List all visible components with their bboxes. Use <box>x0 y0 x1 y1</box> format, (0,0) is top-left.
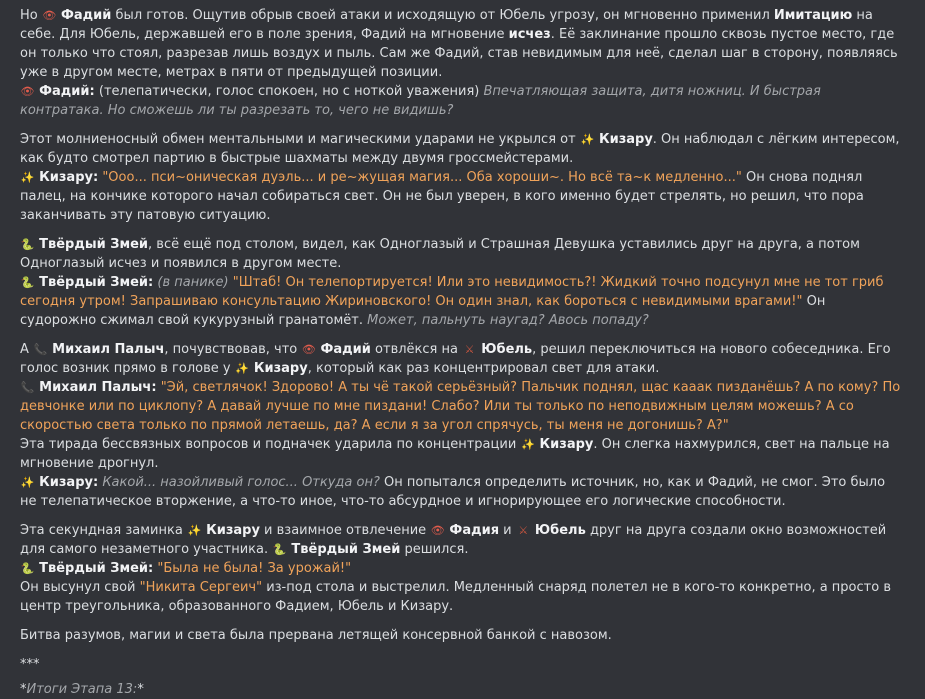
telephone-icon: 📞 <box>20 381 35 394</box>
character-name: Кизару <box>539 437 594 452</box>
paragraph <box>20 168 905 225</box>
text: , решил переключиться на нового собеседника. Его голос возник прямо в голове у <box>20 342 891 376</box>
text: на себе. Для Юбель, державшей его в поле зрения, Фадий на мгновение <box>20 8 873 42</box>
character-name: Юбель <box>481 342 533 357</box>
character-name: Кизару <box>598 132 653 147</box>
text: Он попытался определить источник, но, как и Фадий, не смог. Это было не телепатическое вторжение, а что-то иное, что-то абсурдное и игнорирующее его логические способности. <box>20 475 886 509</box>
thought-text: Может, пальнуть наугад? Авось попаду? <box>367 313 649 328</box>
eye-icon: 👁 <box>42 9 57 22</box>
paragraph <box>20 340 905 378</box>
snake-icon: 🐍 <box>20 562 35 575</box>
crossed-swords-icon: ⚔ <box>518 524 529 537</box>
paragraph <box>20 578 905 616</box>
snake-icon: 🐍 <box>272 543 287 556</box>
text: А <box>20 342 34 357</box>
character-name: Кизару: <box>39 475 99 490</box>
dialogue-quote: "Была не была! За урожай!" <box>157 561 352 576</box>
stage-direction: (в панике) <box>157 275 229 290</box>
text: , почувствовав, что <box>164 342 302 357</box>
character-name: Твёрдый Змей <box>39 237 149 252</box>
sparkles-icon: ✨ <box>20 476 35 489</box>
text: и взаимное отвлечение <box>259 523 431 538</box>
eye-icon: 👁 <box>301 343 316 356</box>
character-name: Твёрдый Змей <box>291 542 401 557</box>
character-name: Юбель <box>534 523 586 538</box>
character-name: Михаил Палыч <box>52 342 165 357</box>
paragraph <box>20 6 905 82</box>
paragraph <box>20 378 905 435</box>
eye-icon: 👁 <box>20 85 35 98</box>
character-name: Кизару <box>206 523 260 538</box>
stage-direction: (телепатически, голос спокоен, но с ноткой уважения) <box>98 84 480 99</box>
eye-icon: 👁 <box>430 524 445 537</box>
text: и <box>499 523 516 538</box>
text: друг на друга создали окно возможностей для самого незаметного участника. <box>20 523 887 557</box>
paragraph <box>20 82 905 120</box>
paragraph <box>20 473 905 511</box>
emphasis: Имитацию <box>773 8 853 23</box>
paragraph <box>20 559 905 578</box>
sparkles-icon: ✨ <box>187 524 202 537</box>
character-name: Кизару <box>253 361 308 376</box>
crossed-swords-icon: ⚔ <box>464 343 475 356</box>
paragraph <box>20 273 905 330</box>
text: . Её заклинание прошло сквозь пустое место, где он только что стоял, разрезав лишь воздух и пыль. Сам же Фадий, став невидимым для неё, сделал шаг в сторону, появляясь уже в другом месте, метрах в пяти от предыдущей позиции. <box>20 27 898 80</box>
telephone-icon: 📞 <box>33 343 48 356</box>
text: был готов. Ощутив обрыв своей атаки и исходящую от Юбель угрозу, он мгновенно применил <box>111 8 774 23</box>
snake-icon: 🐍 <box>20 276 35 289</box>
paragraph <box>20 435 905 473</box>
text: Но <box>20 8 42 23</box>
stage-summary-heading: Итоги Этапа 13: <box>26 682 138 697</box>
paragraph <box>20 235 905 273</box>
text: * <box>137 682 144 697</box>
character-name: Кизару: <box>39 170 99 185</box>
character-name: Фадий: <box>39 84 95 99</box>
paragraph <box>20 680 905 699</box>
telepathic-text: Впечатляющая защита, дитя ножниц. И быстрая контратака. Но сможешь ли ты разрезать то, чего не видишь? <box>20 84 821 118</box>
dialogue-quote: "Никита Сергеич" <box>139 580 263 595</box>
section-divider: *** <box>20 657 40 672</box>
paragraph <box>20 130 905 168</box>
character-name: Михаил Палыч: <box>39 380 157 395</box>
text: Эта тирада бессвязных вопросов и подначек ударила по концентрации <box>20 437 521 452</box>
text: Он высунул свой <box>20 580 140 595</box>
sparkles-icon: ✨ <box>235 362 250 375</box>
character-name: Твёрдый Змей: <box>39 275 154 290</box>
text: Он судорожно сжимал свой кукурузный гранатомёт. <box>20 294 826 328</box>
text: * <box>20 682 27 697</box>
sparkles-icon: ✨ <box>20 171 35 184</box>
character-name: Фадий <box>320 342 371 357</box>
paragraph <box>20 521 905 559</box>
text: . Он слегка нахмурился, свет на пальце на мгновение дрогнул. <box>20 437 890 471</box>
text: Он снова поднял палец, на кончике которого начал собираться свет. Он не был уверен, в кого именно будет стрелять, но решил, что пора заканчивать эту патовую ситуацию. <box>20 170 864 223</box>
character-name: Твёрдый Змей: <box>39 561 154 576</box>
text: , всё ещё под столом, видел, как Одноглазый и Страшная Девушка уставились друг на друга, а потом Одноглазый исчез и появился в другом месте. <box>20 237 860 271</box>
text: Этот молниеносный обмен ментальными и магическими ударами не укрылся от <box>20 132 580 147</box>
dialogue-quote: "Штаб! Он телепортируется! Или это невидимость?! Жидкий точно подсунул мне не тот гриб сегодня утром! Запрашиваю консультацию Жириновского! Он один знал, как бороться с невидимыми врагами!" <box>20 275 884 309</box>
snake-icon: 🐍 <box>20 238 35 251</box>
text: , который как раз концентрировал свет для атаки. <box>307 361 660 376</box>
message-content <box>0 6 925 699</box>
paragraph: Битва разумов, магии и света была прервана летящей консервной банкой с навозом. <box>20 628 612 643</box>
text: решился. <box>400 542 469 557</box>
character-name: Фадия <box>449 523 500 538</box>
dialogue-quote: "Эй, светлячок! Здорово! А ты чё такой серьёзный? Пальчик поднял, щас кааак пизданёшь? А по кому? По девчонке или по циклопу? А давай лучше по мне пиздани! Слабо? Или ты только по неподвижным целям можешь? А со скоростью света только по прямой летаешь, да? А если я за угол спрячусь, ты меня не догонишь? А?" <box>20 380 901 433</box>
thought-text: Какой... назойливый голос... Откуда он? <box>102 475 380 490</box>
dialogue-quote: "Ооо... пси~оническая дуэль... и ре~жущая магия... Оба хороши~. Но всё та~к медленно..." <box>102 170 742 185</box>
text: отвлёкся на <box>370 342 463 357</box>
character-name: Фадий <box>61 8 112 23</box>
sparkles-icon: ✨ <box>580 133 595 146</box>
sparkles-icon: ✨ <box>521 438 535 451</box>
text: из-под стола и выстрелил. Медленный снаряд полетел не в кого-то конкретно, а просто в центр треугольника, образованного Фадием, Юбель и Кизару. <box>20 580 891 614</box>
emphasis: исчез <box>508 27 551 42</box>
text: Эта секундная заминка <box>20 523 187 538</box>
text: . Он наблюдал с лёгким интересом, как будто смотрел партию в быстрые шахматы между двумя гроссмейстерами. <box>20 132 900 166</box>
